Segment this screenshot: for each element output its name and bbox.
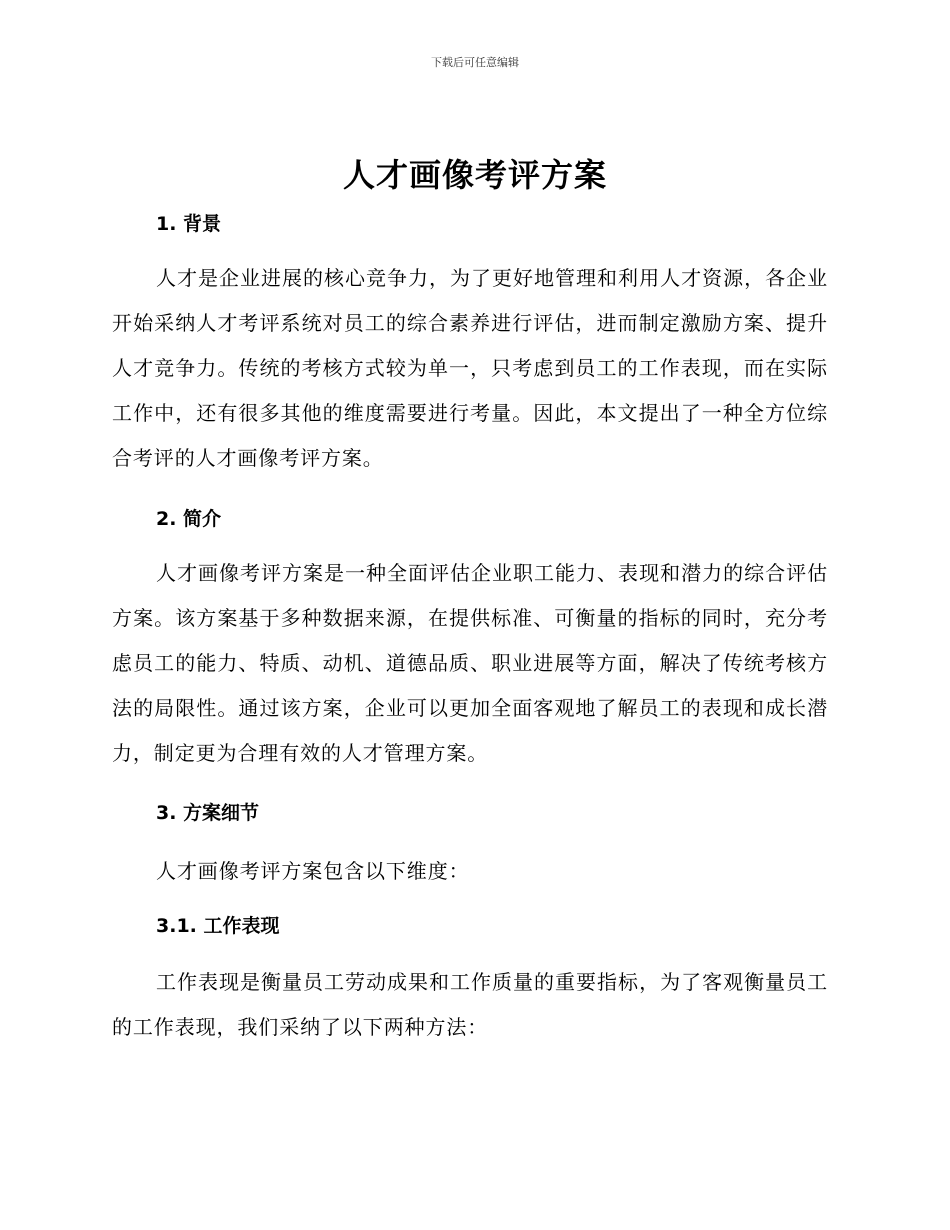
section-paragraph-details: 人才画像考评方案包含以下维度：: [156, 859, 470, 883]
document-title: 人才画像考评方案: [342, 156, 607, 194]
section-paragraph-intro: 人才画像考评方案是一种全面评估企业职工能力、表现和潜力的综合评估方案。该方案基于多种数据来源，在提供标准、可衡量的指标的同时，充分考虑员工的能力、特质、动机、道德品质、职业进展等方面，解决了传统考核方法的局限性。通过该方案，企业可以更加全面客观地了解员工的表现和成长潜力，制定更为合理有效的人才管理方案。: [112, 561, 828, 765]
section-heading-intro: 2. 简介: [156, 508, 222, 530]
section-paragraph-work-performance: 工作表现是衡量员工劳动成果和工作质量的重要指标，为了客观衡量员工的工作表现，我们采纳了以下两种方法：: [112, 970, 828, 1039]
section-heading-background: 1. 背景: [156, 213, 222, 235]
section-paragraph-background: 人才是企业进展的核心竞争力，为了更好地管理和利用人才资源，各企业开始采纳人才考评系统对员工的综合素养进行评估，进而制定激励方案、提升人才竞争力。传统的考核方式较为单一，只考虑到员工的工作表现，而在实际工作中，还有很多其他的维度需要进行考量。因此，本文提出了一种全方位综合考评的人才画像考评方案。: [112, 266, 828, 470]
section-heading-details: 3. 方案细节: [156, 802, 260, 824]
header-note: 下载后可任意编辑: [431, 56, 519, 69]
section-heading-work-performance: 3.1. 工作表现: [156, 915, 280, 937]
